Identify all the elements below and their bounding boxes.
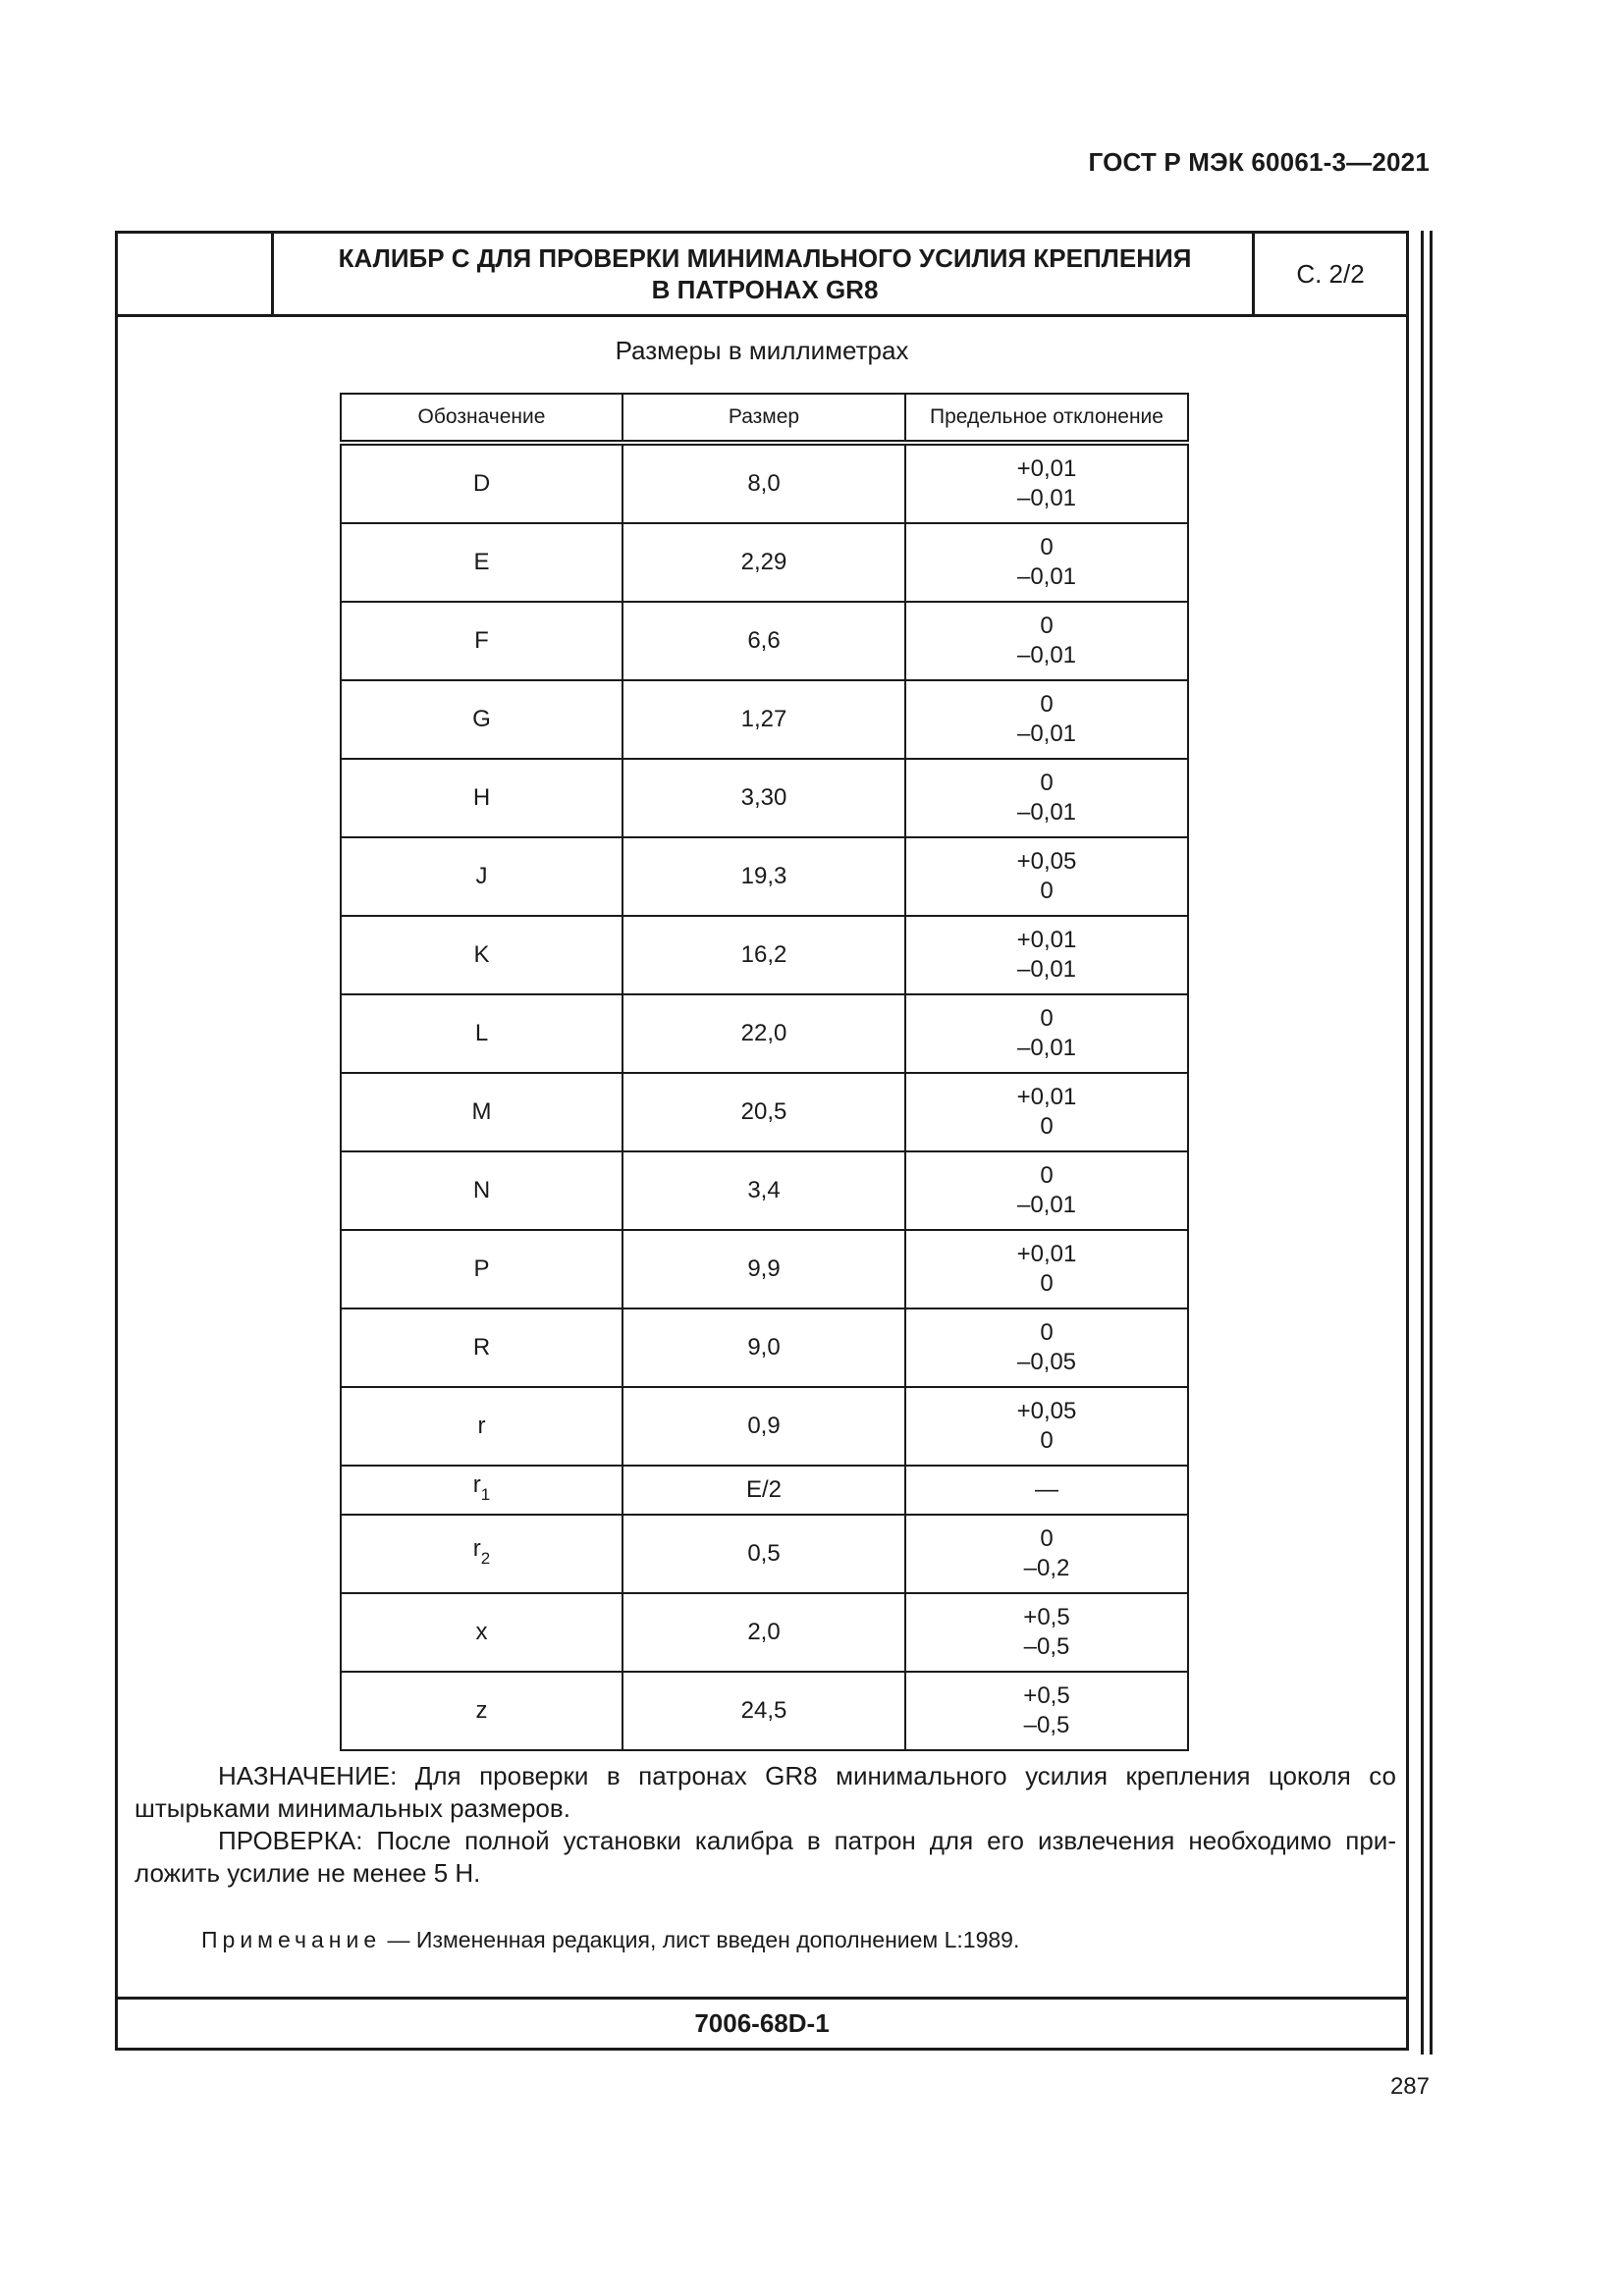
deviation-upper: +0,05 (1016, 1398, 1077, 1424)
deviation-lower: –0,01 (1016, 1035, 1077, 1061)
size-cell: 3,4 (623, 1151, 905, 1230)
deviation-upper: 0 (1040, 1162, 1054, 1189)
deviation-upper: +0,5 (1023, 1604, 1070, 1630)
size-cell: 24,5 (623, 1672, 905, 1750)
size-cell: 6,6 (623, 602, 905, 680)
designation-cell (341, 994, 623, 1073)
deviation-lower: 0 (1040, 1427, 1054, 1454)
deviation-cell (905, 1387, 1188, 1466)
deviation-cell (905, 1151, 1188, 1230)
note-label: Примечание (201, 1927, 382, 1952)
deviation-cell (905, 443, 1188, 523)
text-block (135, 1760, 1396, 1890)
size-cell: 8,0 (623, 443, 905, 523)
deviation-upper: +0,01 (1016, 1241, 1077, 1267)
designation-cell (341, 1308, 623, 1387)
table-row (341, 602, 1188, 680)
margin-rule (1421, 231, 1424, 2055)
designation-symbol: K (473, 941, 490, 968)
table-row (341, 1230, 1188, 1308)
sheet-frame (115, 231, 1409, 2051)
table-row (341, 837, 1188, 916)
designation-cell (341, 1593, 623, 1672)
deviation-upper: 0 (1040, 1319, 1054, 1346)
table-row (341, 916, 1188, 994)
table-row (341, 1515, 1188, 1593)
deviation-upper: 0 (1040, 1005, 1054, 1032)
sheet-header (118, 234, 1406, 317)
table-row (341, 680, 1188, 759)
deviation-cell (905, 1515, 1188, 1593)
deviation-cell (905, 837, 1188, 916)
designation-subscript: 2 (480, 1549, 491, 1568)
table-row (341, 1308, 1188, 1387)
table-row (341, 1387, 1188, 1466)
designation-symbol: z (475, 1697, 488, 1724)
deviation-upper: 0 (1040, 534, 1054, 561)
designation-symbol: r (472, 1471, 481, 1498)
deviation-cell (905, 759, 1188, 837)
deviation-cell (905, 602, 1188, 680)
table-row (341, 1151, 1188, 1230)
column-header-deviation: Предельное отклонение (905, 394, 1188, 443)
size-cell: 0,5 (623, 1515, 905, 1593)
size-cell: 3,30 (623, 759, 905, 837)
size-cell: 9,9 (623, 1230, 905, 1308)
check-paragraph: ПРОВЕРКА: После полной установки калибра в патрон для его извлечения необходимо приложить усилие не менее 5 Н. (135, 1826, 1396, 1888)
deviation-lower: 0 (1040, 1270, 1054, 1297)
designation-cell (341, 837, 623, 916)
deviation-lower: –0,01 (1016, 721, 1077, 747)
size-cell: 2,29 (623, 523, 905, 602)
deviation-upper: +0,05 (1016, 848, 1077, 875)
column-header-size: Размер (623, 394, 905, 443)
deviation-lower: –0,01 (1016, 642, 1077, 668)
deviation-lower: 0 (1040, 878, 1054, 904)
deviation-upper: +0,01 (1016, 455, 1077, 482)
designation-cell (341, 1466, 623, 1515)
header-blank-cell (118, 234, 274, 314)
document-code: ГОСТ Р МЭК 60061-3—2021 (1088, 147, 1430, 177)
column-header-designation: Обозначение (341, 394, 623, 443)
table-row (341, 1672, 1188, 1750)
note-text: — Измененная редакция, лист введен дополнением L:1989. (381, 1927, 1020, 1952)
table-row (341, 759, 1188, 837)
size-cell: 9,0 (623, 1308, 905, 1387)
designation-symbol: F (474, 627, 489, 654)
designation-symbol: R (472, 1334, 491, 1361)
deviation-cell (905, 1593, 1188, 1672)
deviation-lower: –0,5 (1023, 1633, 1070, 1660)
designation-symbol: x (475, 1619, 488, 1645)
designation-cell (341, 759, 623, 837)
designation-cell (341, 1073, 623, 1151)
deviation-upper: +0,01 (1016, 927, 1077, 953)
designation-symbol: J (475, 863, 488, 889)
page-number: 287 (1389, 2073, 1430, 2100)
table-row (341, 1466, 1188, 1515)
deviation-cell (905, 680, 1188, 759)
note (201, 1927, 1019, 1953)
designation-symbol: r (477, 1413, 486, 1439)
designation-cell (341, 1230, 623, 1308)
sheet-title (274, 234, 1256, 314)
size-cell: 0,9 (623, 1387, 905, 1466)
deviation-lower: –0,01 (1016, 956, 1077, 983)
deviation-upper: 0 (1040, 770, 1054, 796)
deviation-cell (905, 1672, 1188, 1750)
deviation-lower: –0,01 (1016, 563, 1077, 590)
deviation-upper: 0 (1040, 613, 1054, 639)
dimensions-table (340, 393, 1189, 1751)
designation-subscript: 1 (480, 1485, 491, 1504)
designation-symbol: M (471, 1098, 492, 1125)
table-row (341, 523, 1188, 602)
deviation-lower: –0,01 (1016, 1192, 1077, 1218)
purpose-paragraph: НАЗНАЧЕНИЕ: Для проверки в патронах GR8 минимального усилия крепления цоколя со штырьками минимальных размеров. (135, 1761, 1396, 1823)
deviation-cell (905, 994, 1188, 1073)
deviation-lower: –0,2 (1023, 1555, 1070, 1581)
size-cell: E/2 (623, 1466, 905, 1515)
designation-cell (341, 1672, 623, 1750)
designation-symbol: N (472, 1177, 491, 1203)
units-caption: Размеры в миллиметрах (615, 336, 909, 365)
sheet-title-line2: В ПАТРОНАХ GR8 (651, 275, 879, 304)
designation-cell (341, 1151, 623, 1230)
designation-symbol: P (473, 1255, 490, 1282)
table-header-row (341, 394, 1188, 443)
deviation-cell (905, 523, 1188, 602)
size-cell: 20,5 (623, 1073, 905, 1151)
deviation-lower: –0,05 (1016, 1349, 1077, 1375)
designation-cell (341, 443, 623, 523)
designation-symbol: E (473, 549, 490, 575)
table-row (341, 443, 1188, 523)
table-row (341, 994, 1188, 1073)
designation-cell (341, 916, 623, 994)
deviation-cell (905, 1073, 1188, 1151)
deviation-upper: 0 (1040, 1525, 1054, 1552)
deviation-upper: — (1035, 1476, 1058, 1503)
designation-symbol: L (474, 1020, 489, 1046)
designation-symbol: r (472, 1535, 481, 1562)
size-cell: 16,2 (623, 916, 905, 994)
size-cell: 2,0 (623, 1593, 905, 1672)
deviation-cell (905, 1230, 1188, 1308)
deviation-lower: –0,01 (1016, 485, 1077, 511)
sheet-title-line1: КАЛИБР С ДЛЯ ПРОВЕРКИ МИНИМАЛЬНОГО УСИЛИЯ КРЕПЛЕНИЯ (338, 243, 1192, 273)
deviation-lower: –0,01 (1016, 799, 1077, 826)
sheet-page-ref: С. 2/2 (1252, 234, 1406, 314)
sheet-footer-code: 7006-68D-1 (118, 1997, 1406, 2048)
size-cell: 19,3 (623, 837, 905, 916)
size-cell: 1,27 (623, 680, 905, 759)
deviation-cell (905, 1308, 1188, 1387)
deviation-lower: –0,5 (1023, 1712, 1070, 1738)
designation-cell (341, 680, 623, 759)
designation-symbol: G (472, 706, 491, 732)
designation-cell (341, 1387, 623, 1466)
designation-symbol: D (472, 470, 491, 497)
designation-cell (341, 602, 623, 680)
deviation-cell (905, 916, 1188, 994)
table-row (341, 1073, 1188, 1151)
margin-rule (1430, 231, 1433, 2055)
deviation-upper: +0,5 (1023, 1682, 1070, 1709)
table-row (341, 1593, 1188, 1672)
designation-cell (341, 1515, 623, 1593)
deviation-upper: +0,01 (1016, 1084, 1077, 1110)
designation-cell (341, 523, 623, 602)
deviation-cell (905, 1466, 1188, 1515)
deviation-upper: 0 (1040, 691, 1054, 718)
designation-symbol: H (472, 784, 491, 811)
size-cell: 22,0 (623, 994, 905, 1073)
deviation-lower: 0 (1040, 1113, 1054, 1140)
